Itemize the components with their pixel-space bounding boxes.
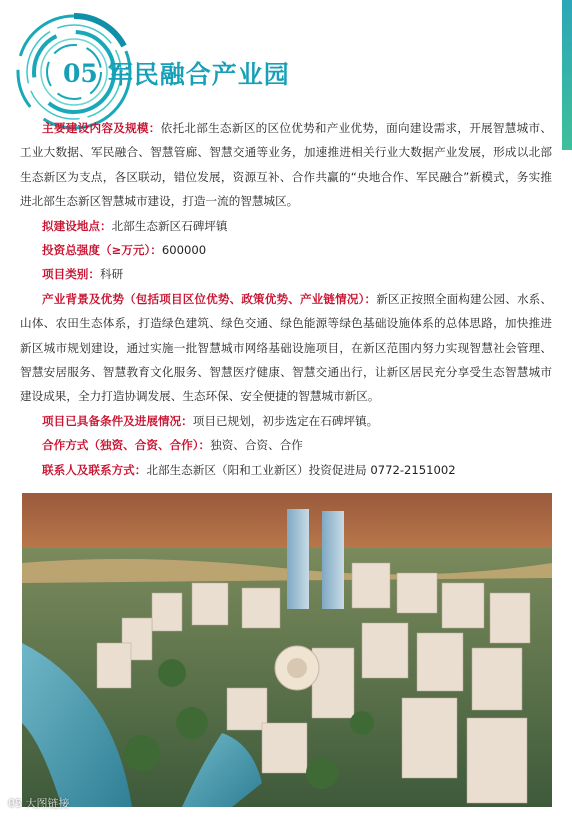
category-paragraph xyxy=(20,262,552,286)
location-value: 北部生态新区石碑坪镇 xyxy=(111,218,228,233)
category-value: 科研 xyxy=(99,267,124,282)
city-illustration xyxy=(22,493,552,807)
cooperation-label: 合作方式（独资、合资、合作）： xyxy=(42,438,211,453)
side-color-strip xyxy=(562,0,572,150)
background-paragraph xyxy=(20,287,552,409)
section-number: 05 xyxy=(63,58,98,88)
city-rendering-image xyxy=(22,493,552,807)
main-content-paragraph xyxy=(20,116,552,214)
cooperation-paragraph xyxy=(20,433,552,457)
investment-label: 投资总强度（≥万元）： xyxy=(42,243,162,258)
contact-value: 北部生态新区（阳和工业新区）投资促进局 0772-2151002 xyxy=(146,462,456,477)
image-watermark: 05 大图链接 xyxy=(8,797,70,810)
progress-paragraph xyxy=(20,409,552,433)
investment-paragraph xyxy=(20,238,552,262)
location-paragraph xyxy=(20,214,552,238)
section-title xyxy=(63,55,290,91)
background-value: 新区正按照全面构建公园、水系、山体、农田生态体系，打造绿色建筑、绿色交通、绿色能源等绿色基础设施体系的总体思路，加快推进新区城市规划建设，通过实施一批智慧城市网络基础设施项目，在新区范围内努力实现智慧社会管理、智慧安居服务、智慧教育文化服务、智慧医疗健康、智慧交通出行，让新区居民充分享受生态智慧城市建设成果，全力打造协调发展、生态环保、安全便捷的智慧城市新区。 xyxy=(20,291,552,404)
location-label: 拟建设地点： xyxy=(42,218,112,233)
main-content-value: 依托北部生态新区的区位优势和产业优势，面向建设需求，开展智慧城市、工业大数据、军民融合、智慧管廊、智慧交通等业务，加速推进相关行业大数据产业发展，形成以北部生态新区为支点，各区联动，错位发展，资源互补、合作共赢的“央地合作、军民融合”新模式，务实推进北部生态新区智慧城市建设，打造一流的智慧城区。 xyxy=(20,121,552,209)
cooperation-value: 独资、合资、合作 xyxy=(210,438,303,453)
contact-paragraph xyxy=(20,458,552,482)
investment-value: 600000 xyxy=(161,243,207,258)
background-label: 产业背景及优势（包括项目区位优势、政策优势、产业链情况）： xyxy=(42,291,377,306)
project-details xyxy=(20,116,552,482)
contact-label: 联系人及联系方式： xyxy=(42,462,147,477)
progress-label: 项目已具备条件及进展情况： xyxy=(42,413,193,428)
main-content-label: 主要建设内容及规模： xyxy=(42,121,161,135)
category-label: 项目类别： xyxy=(42,267,100,282)
progress-value: 项目已规划，初步选定在石碑坪镇。 xyxy=(192,413,379,428)
page-title: 军民融合产业园 xyxy=(107,60,290,89)
